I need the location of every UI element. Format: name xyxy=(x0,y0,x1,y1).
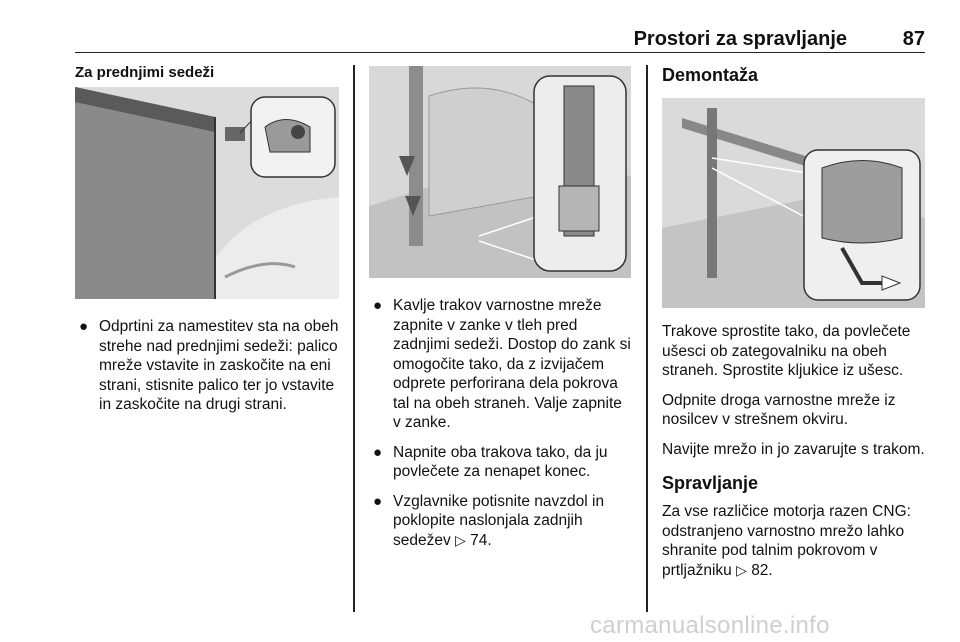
page-number: 87 xyxy=(902,28,925,50)
watermark: carmanualsonline.info xyxy=(590,612,830,639)
paragraph: Odpnite droga varnostne mreže iz nosilcev v strešnem okviru. xyxy=(662,391,896,428)
section-subheading: Za prednjimi sedeži xyxy=(75,64,215,81)
section-heading-removal: Demontaža xyxy=(662,65,759,85)
list-item: ● Vzglavnike potisnite navzdol in poklopite naslonjala zadnjih sedežev ▷ 74. xyxy=(373,492,605,549)
page-header xyxy=(75,22,925,53)
illustration-floor-loops xyxy=(369,66,631,278)
list-item: ● Kavlje trakov varnostne mreže zapnite v zanke v tleh pred zadnjimi sedeži. Dostop do zank si omogočite tako, da z izvijačem odprete perforirana dela pokrova tal na obeh straneh. Valje zapnite v zanke. xyxy=(373,297,631,431)
paragraph: Navijte mrežo in jo zavarujte s trakom. xyxy=(662,440,925,458)
column-divider xyxy=(353,65,355,612)
paragraph: Trakove sprostite tako, da povlečete ušesci ob zategovalniku na obeh straneh. Sprostite kljukice iz ušesc. xyxy=(662,323,911,379)
bullet-icon: ● xyxy=(373,443,383,461)
bullet-icon: ● xyxy=(373,492,383,510)
column-divider xyxy=(646,65,648,612)
page-reference-link[interactable]: 74. xyxy=(470,531,492,549)
section-heading-storage: Spravljanje xyxy=(662,473,759,493)
page-title: Prostori za spravljanje xyxy=(633,28,847,50)
page-reference-link[interactable]: 82. xyxy=(751,561,773,579)
list-item: ● Odprtini za namestitev sta na obeh strehe nad prednjimi sedeži: palico mreže vstavite in zaskočite na eni strani, stisnite palico ter jo vstavite in zaskočite na drugi strani. xyxy=(79,318,339,413)
left-column xyxy=(75,62,341,425)
illustration-strap-release xyxy=(662,98,925,308)
arrow-right-outline-icon: ▷ xyxy=(736,561,747,578)
illustration-roof-mount xyxy=(75,87,339,299)
bullet-icon: ● xyxy=(373,297,383,314)
right-column xyxy=(662,62,925,590)
arrow-right-outline-icon: ▷ xyxy=(455,531,466,548)
list-item: ● Napnite oba trakova tako, da ju povlečete za nenapet konec. xyxy=(373,443,608,480)
middle-column xyxy=(369,62,631,560)
paragraph: Za vse različice motorja razen CNG: odstranjeno varnostno mrežo lahko shranite pod talnim pokrovom v prtljažniku ▷ 82. xyxy=(662,503,911,579)
bullet-icon: ● xyxy=(79,318,89,335)
